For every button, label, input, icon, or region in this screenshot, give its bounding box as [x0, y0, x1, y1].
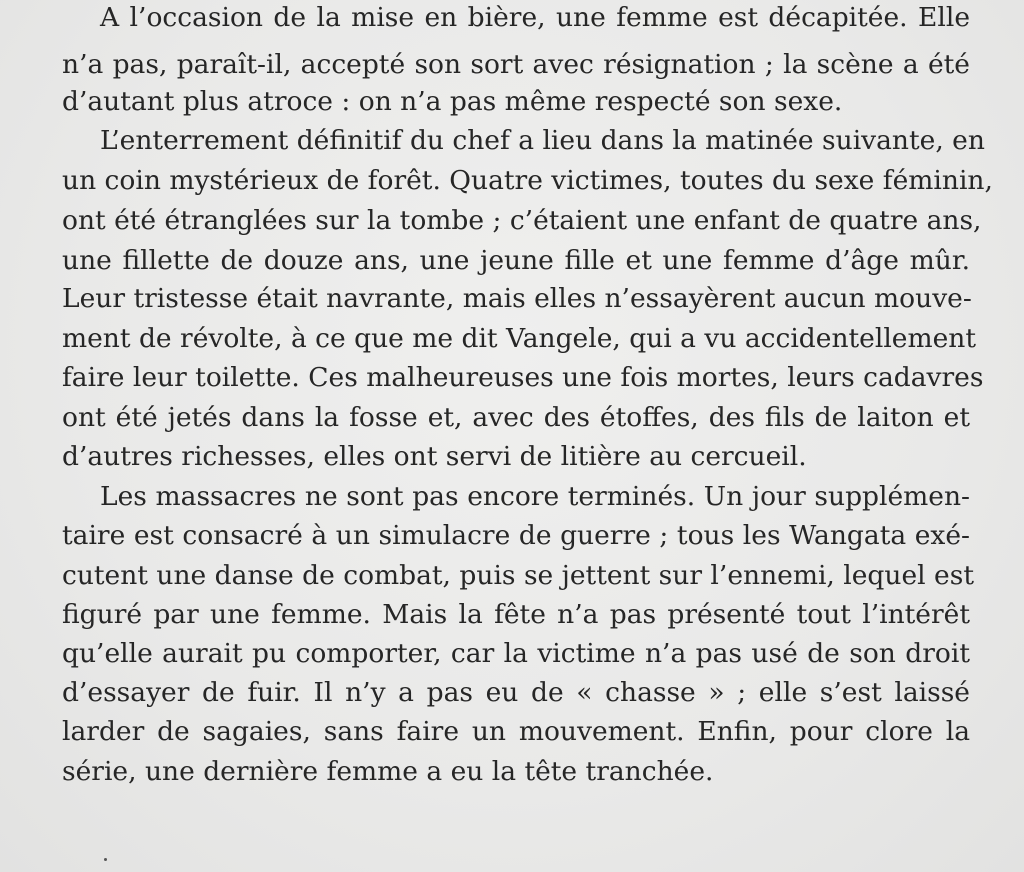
- text-line: faire leur toilette. Ces malheureuses une fois mortes, leurs cadavres: [62, 362, 984, 393]
- text-line: ont été étranglées sur la tombe ; c’étaient une enfant de quatre ans,: [62, 205, 982, 236]
- text-line: d’essayer de fuir. Il n’y a pas eu de « chasse » ; elle s’est laissé: [62, 677, 970, 708]
- paper-speck: [104, 858, 107, 861]
- text-line: Leur tristesse était navrante, mais elles n’essayèrent aucun mouve-: [62, 283, 972, 314]
- text-line: ont été jetés dans la fosse et, avec des étoffes, des fils de laiton et: [62, 402, 970, 433]
- text-line: qu’elle aurait pu comporter, car la victime n’a pas usé de son droit: [62, 638, 970, 669]
- text-line: A l’occasion de la mise en bière, une femme est décapitée. Elle: [100, 2, 970, 33]
- text-line: Les massacres ne sont pas encore terminés. Un jour supplémen-: [100, 481, 970, 512]
- text-line: d’autant plus atroce : on n’a pas même respecté son sexe.: [62, 86, 843, 117]
- text-line: n’a pas, paraît-il, accepté son sort avec résignation ; la scène a été: [62, 49, 970, 80]
- text-line: taire est consacré à un simulacre de guerre ; tous les Wangata exé-: [62, 520, 970, 551]
- text-line: larder de sagaies, sans faire un mouvement. Enfin, pour clore la: [62, 716, 970, 747]
- text-line: d’autres richesses, elles ont servi de litière au cercueil.: [62, 441, 807, 472]
- text-line: un coin mystérieux de forêt. Quatre victimes, toutes du sexe féminin,: [62, 165, 993, 196]
- text-line: une fillette de douze ans, une jeune fille et une femme d’âge mûr.: [62, 245, 970, 276]
- text-line: ment de révolte, à ce que me dit Vangele, qui a vu accidentellement: [62, 323, 977, 354]
- text-line: figuré par une femme. Mais la fête n’a pas présenté tout l’intérêt: [62, 599, 970, 630]
- text-line: L’enterrement définitif du chef a lieu dans la matinée suivante, en: [100, 125, 985, 156]
- text-line: cutent une danse de combat, puis se jettent sur l’ennemi, lequel est: [62, 560, 974, 591]
- text-line: série, une dernière femme a eu la tête tranchée.: [62, 756, 714, 787]
